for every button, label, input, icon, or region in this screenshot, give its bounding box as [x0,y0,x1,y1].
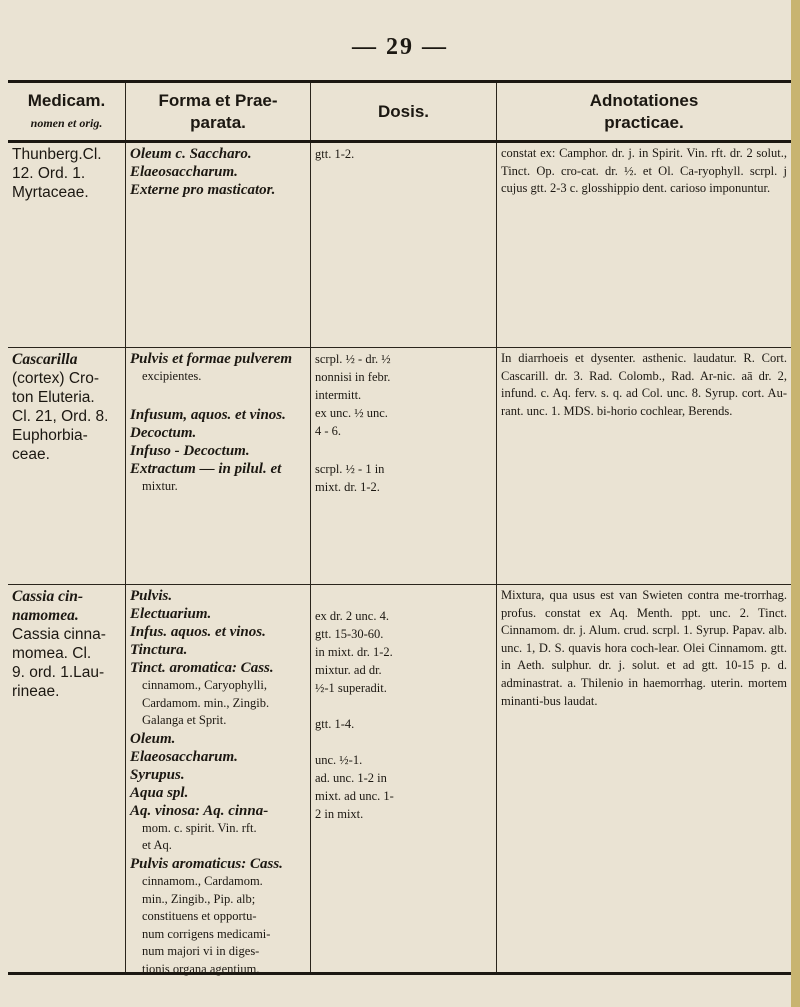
adnotatio-text: In diarrhoeis et dysenter. asthenic. laudatur. R. Cort. Cascarill. dr. 3. Rad. Colomb., Rad. Ar-nic. aā dr. 2, infund. c. Aq. ferv. s. q. ad Col. unc. 8. Syrup. cort. Au-rant. unc. 1. MDS. bi-horio cochlear, Berends. [501,351,787,418]
medicament-name [8,348,126,584]
forma-line: cinnamom., Caryophylli, [142,678,267,692]
header-dosis-title: Dosis. [377,101,430,121]
forma-line: mom. c. spirit. Vin. rft. [142,820,257,835]
medicament-name-line: rineae. [12,683,60,700]
forma-line: Pulvis. [130,588,173,604]
dosis-line: mixt. ad unc. 1- [315,789,394,803]
forma-line: Pulvis et formae pulverem [130,351,293,367]
forma-line: Infus. aquos. et vinos. [130,624,266,640]
dosis-line: mixtur. ad dr. [315,663,382,677]
adnotatio-text: constat ex: Camphor. dr. j. in Spirit. Vin. rft. dr. 2 solut., Tinct. Op. cro-cat. dr. ½. et Ol. Ca-ryophyll. scrpl. j cujus gtt. 2-3 c. glosshippio dent. carioso imponuntur. [501,146,787,196]
forma-line: Galanga et Sprit. [142,713,227,728]
forma-line: Cardamom. min., Zingib. [142,695,270,710]
forma-list [126,585,311,976]
dosis-line: ½-1 superadit. [315,681,387,695]
forma-line: Aq. vinosa: Aq. cinna- [130,802,269,819]
forma-line: Oleum. [130,730,176,747]
medicament-name-line: 12. Ord. 1. [12,165,86,182]
medicament-name-line: ton Eluteria. [12,389,95,406]
forma-line: cinnamom., Cardamom. [142,873,263,888]
dosis-list [311,348,497,584]
header-dosis [311,83,497,140]
forma-line: Syrupus. [130,766,185,783]
medicament-name-line: 9. ord. 1.Lau- [12,664,105,681]
dosis-line: in mixt. dr. 1-2. [315,645,393,659]
forma-line: Pulvis aromaticus: Cass. [130,855,283,872]
header-adnotationes-line-1: Adnotationes [589,90,699,110]
dosis-line: 2 in mixt. [315,807,364,821]
table-header [8,83,791,143]
prescription-table [8,80,791,975]
medicament-name-line: momea. Cl. [12,645,92,662]
forma-line: et Aq. [142,838,172,853]
dosis-line: scrpl. ½ - 1 in [315,462,385,476]
medicament-name-line: Cassia cin- [12,588,84,605]
page-number: — 29 — [352,34,448,60]
forma-line: Decoctum. [130,424,197,441]
forma-line: Electuarium. [130,606,212,622]
dosis-line: ex dr. 2 unc. 4. [315,609,389,623]
forma-line: constituens et opportu- [142,909,257,924]
dosis-line: mixt. dr. 1-2. [315,480,380,494]
forma-line: Extractum — in pilul. et [130,460,282,477]
forma-line: Aqua spl. [130,784,189,801]
forma-line: Tinctura. [130,642,188,658]
header-medicament [8,83,126,140]
header-adnotationes [497,83,791,140]
forma-line: excipientes. [142,369,202,383]
forma-list [126,143,311,347]
forma-line: min., Zingib., Pip. alb; [142,891,256,906]
forma-line: num majori vi in diges- [142,944,260,959]
table-row [8,585,791,976]
header-adnotationes-line-2: practicae. [604,112,684,132]
header-forma-line-1: Forma et Prae- [158,90,278,110]
dosis-line: intermitt. [315,388,362,402]
header-medicament-title: Medicam. [27,90,106,110]
dosis-line: scrpl. ½ - dr. ½ [315,352,391,366]
medicament-name-line: Thunberg.Cl. [12,146,102,163]
medicament-name-line: Cl. 21, Ord. 8. [12,408,109,425]
header-forma [126,83,311,140]
forma-line: Oleum c. Saccharo. [130,146,252,162]
dosis-line: ex unc. ½ unc. [315,406,388,420]
medicament-name-line: ceae. [12,446,50,463]
dosis-list [311,143,497,347]
medicament-name-line: namomea. [12,607,79,624]
adnotatio-text: Mixtura, qua usus est van Swieten contra me-trorrhag. profus. constat ex Aq. Menth. ppt. unc. 2. Tinct. Cinnamom. dr. j. Alum. crud. scrpl. 1. Syrup. Papav. alb. unc. 1, D. S. quavis hora coch-lear. Olei Cinnamom. gtt. in Aeth. sulphur. dr. j. solut. et ad gtt. 10-15 p. d. adminastrat. a. Thilenio in haemorrhag. uterin. mortem minanti-bus laudat. [501,588,787,708]
table-row [8,348,791,585]
forma-line: num corrigens medicami- [142,926,271,941]
header-forma-line-2: parata. [190,112,246,132]
medicament-name-line: Cassia cinna- [12,626,106,643]
medicament-name-line: (cortex) Cro- [12,370,99,387]
adnotatio-cell [497,348,791,584]
dosis-list [311,585,497,972]
adnotatio-cell [497,585,791,972]
medicament-name-line: Euphorbia- [12,427,88,444]
forma-line: Externe pro masticator. [130,182,276,198]
dosis-line: unc. ½-1. [315,753,363,767]
dosis-line: gtt. 1-4. [315,717,355,731]
forma-line: Elaeosaccharum. [130,164,238,180]
forma-line: Infuso - Decoctum. [130,442,250,459]
dosis-line: nonnisi in febr. [315,370,391,384]
forma-line: Tinct. aromatica: Cass. [130,660,274,676]
dosis-line: ad. unc. 1-2 in [315,771,387,785]
header-medicament-subtitle: nomen et orig. [30,115,103,130]
medicament-name [8,585,126,972]
medicament-name-line: Cascarilla [12,351,78,368]
forma-line: mixtur. [142,478,178,493]
forma-list [126,348,311,584]
dosis-line: 4 - 6. [315,424,342,438]
medicament-name [8,143,126,347]
medicament-name-line: Myrtaceae. [12,184,89,201]
dosis-line: gtt. 15-30-60. [315,627,384,641]
forma-line: Infusum, aquos. et vinos. [130,406,286,423]
forma-line: Elaeosaccharum. [130,748,238,765]
table-row [8,143,791,348]
adnotatio-cell [497,143,791,347]
page-edge-strip [791,0,800,1007]
dosis-line: gtt. 1-2. [315,147,355,161]
forma-line: tionis organa agentium. [142,961,260,976]
